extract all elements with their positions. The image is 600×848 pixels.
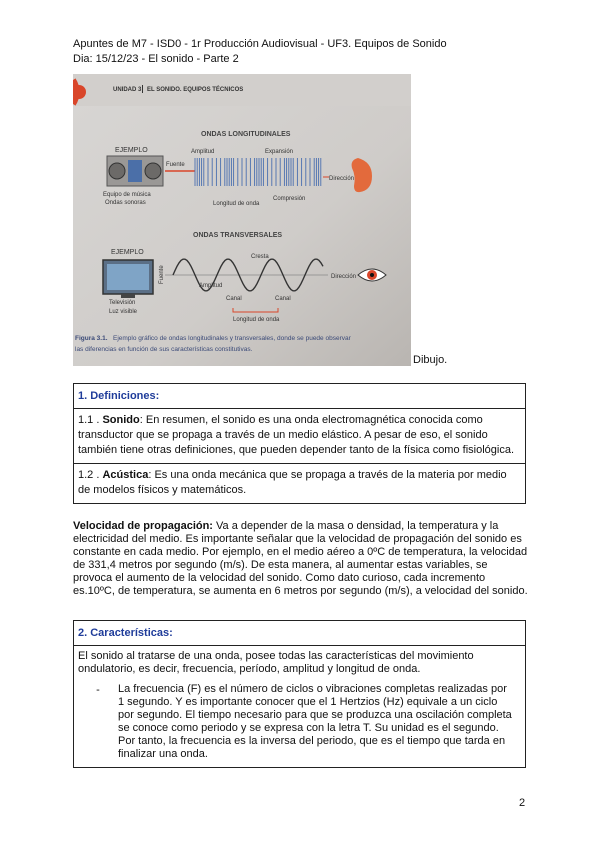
caption-line-1: Ejemplo gráfico de ondas longitudinales y transversales, donde se puede observar: [113, 335, 351, 342]
definicion-item: [74, 463, 525, 503]
trans-amplitud: Amplitud: [199, 283, 223, 289]
velocidad-label: Velocidad de propagación:: [73, 520, 213, 532]
header-line-1: Apuntes de M7 - ISD0 - 1r Producción Audiovisual - UF3. Equipos de Sonido: [73, 38, 447, 50]
trans-cresta: Cresta: [251, 254, 269, 260]
caption-line-2: las diferencias en función de sus características constitutivas.: [75, 346, 253, 353]
trans-ejemplo: EJEMPLO: [111, 249, 144, 256]
bullet-text: La frecuencia (F) es el número de ciclos o vibraciones completas realizadas por 1 segundo. Y es importante conocer que el 1 Hertzios (Hz) equivale a un ciclo por segundo. El tiempo necesario para que se produzca una oscilación completa se conoce como periodo y se expresa con la letra T. Su unidad es el segundo. Por tanto, la frecuencia es la inversa del periodo, que es el tiempo que tarda en finalizar una onda.: [118, 683, 512, 760]
header-line-2: Dia: 15/12/23 - El sonido - Parte 2: [73, 53, 239, 65]
long-fuente: Fuente: [166, 162, 185, 168]
textbook-photo: [73, 74, 411, 366]
definicion-num: 1.1 .: [78, 414, 100, 426]
list-item: [78, 683, 521, 761]
tv-label-1: Televisión: [109, 300, 136, 306]
caracteristicas-box: [73, 620, 526, 768]
trans-canal-1: Canal: [226, 296, 242, 302]
caracteristicas-intro: El sonido al tratarse de una onda, posee todas las características del movimiento ondulatorio, es decir, frecuencia, período, amplitud y longitud de onda.: [78, 650, 474, 675]
trans-fuente: Fuente: [159, 265, 165, 284]
caracteristicas-content: [74, 645, 525, 767]
definicion-text: : En resumen, el sonido es una onda electromagnética conocida como transductor que se propaga a través de un medio elástico. A pesar de eso, el sonido también tiene otras definiciones, que pueden depender tanto de la física como fisiológica.: [78, 414, 515, 456]
definicion-text: : Es una onda mecánica que se propaga a través de la materia por medio de modelos físicos y matemáticos.: [78, 469, 507, 496]
tv-label-2: Luz visible: [109, 309, 138, 315]
tv-illustration: [103, 260, 153, 298]
caption-label: Figura 3.1.: [75, 335, 108, 342]
figure-side-label: Dibujo.: [413, 354, 448, 366]
banner-unit: UNIDAD 3: [113, 87, 142, 93]
trans-direccion: Dirección: [331, 274, 357, 280]
long-direccion: Dirección: [329, 176, 355, 182]
speaker-label-2: Ondas sonoras: [105, 200, 146, 206]
long-amplitud: Amplitud: [191, 149, 215, 155]
page-number: 2: [519, 797, 526, 809]
velocidad-text: Va a depender de la masa o densidad, la temperatura y la electricidad del medio. Es importante señalar que la velocidad de propagación del sonido es constante en cada medio. Por ejemplo, en el medio aéreo a 0ºC de temperatura, la velocidad de 331,4 metros por segundo (m/s). De esta manera, al aumentar estas variables, se provoca el aumento de la velocidad del sonido. Como dato curioso, cada incremento es.10ºC, de temperatura, se aumenta en 6 metros por segundo (m/s), a velocidad del sonido.: [73, 520, 528, 597]
banner-divider: [142, 85, 143, 93]
long-title: ONDAS LONGITUDINALES: [201, 131, 291, 138]
trans-canal-2: Canal: [275, 296, 291, 302]
trans-title: ONDAS TRANSVERSALES: [193, 232, 283, 239]
definiciones-box: [73, 383, 526, 504]
banner-title: EL SONIDO. EQUIPOS TÉCNICOS: [147, 87, 244, 93]
long-longitud: Longitud de onda: [213, 201, 260, 207]
long-ejemplo: EJEMPLO: [115, 147, 148, 154]
long-expansion: Expansión: [265, 149, 294, 155]
bullet-marker: -: [96, 684, 100, 696]
speaker-illustration: [107, 156, 163, 186]
trans-longitud: Longitud de onda: [233, 317, 280, 323]
definicion-item: [74, 408, 525, 463]
definicion-term: Sonido: [102, 414, 140, 426]
definicion-term: Acústica: [102, 469, 149, 481]
velocidad-paragraph: [73, 520, 528, 598]
caracteristicas-title: 2. Características:: [78, 627, 173, 639]
definiciones-title: 1. Definiciones:: [78, 390, 160, 402]
long-compresion: Compresión: [273, 196, 306, 202]
definicion-num: 1.2 .: [78, 469, 100, 481]
speaker-label-1: Equipo de música: [103, 192, 151, 198]
